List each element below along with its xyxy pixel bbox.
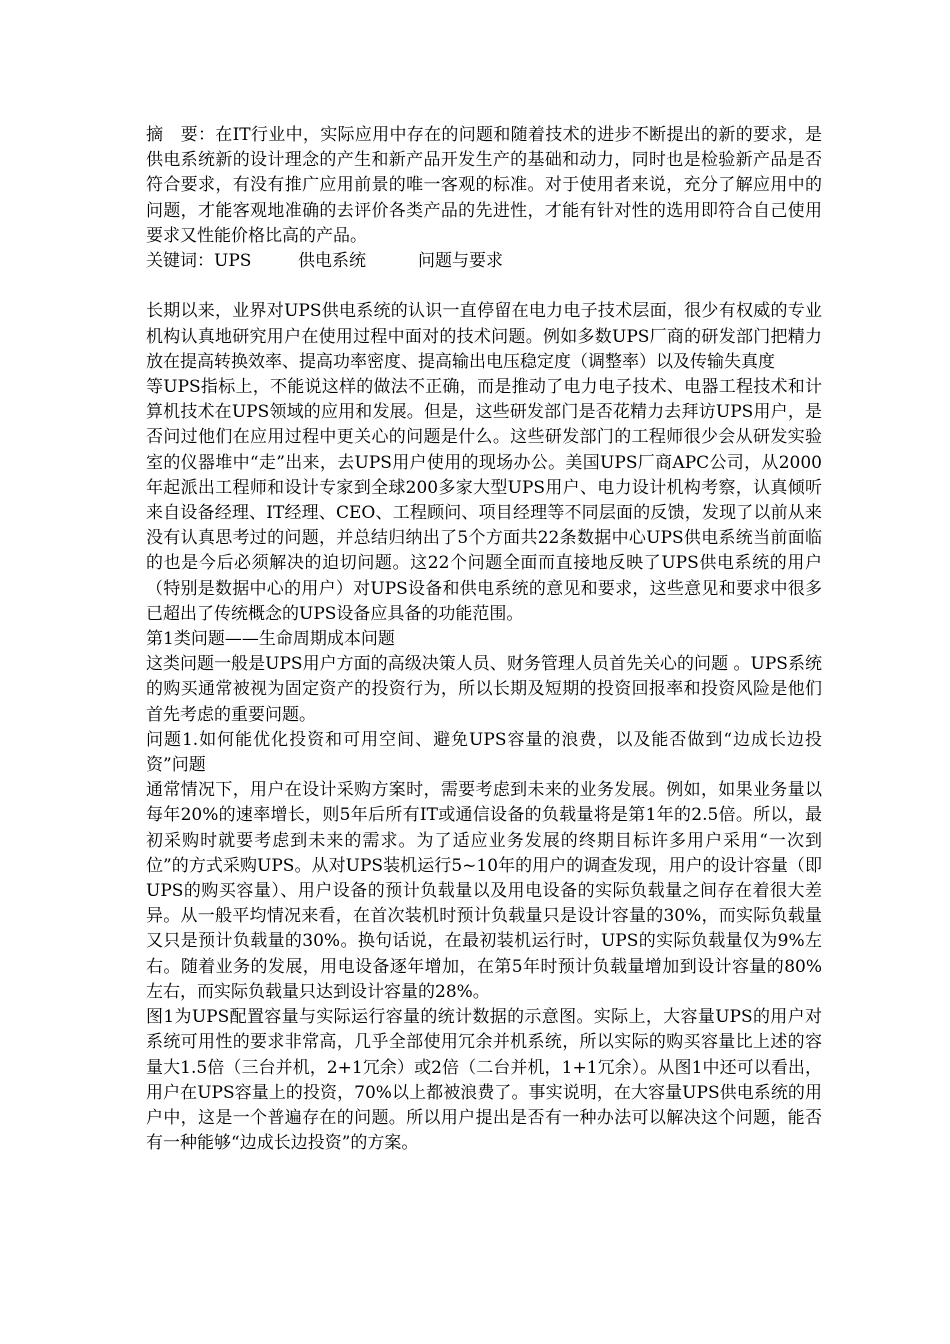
keywords-line — [146, 249, 822, 274]
blank-line — [146, 274, 822, 299]
body-paragraph: 通常情况下，用户在设计采购方案时，需要考虑到未来的业务发展。例如，如果业务量以每年20%的速率增长，则5年后所有IT或通信设备的负载量将是第1年的2.5倍。所以，最初采购时就要考虑到未来的需求。为了适应业务发展的终期目标许多用户采用“一次到位”的方式采购UPS。从对UPS装机运行5~10年的用户的调查发现，用户的设计容量（即UPS的购买容量）、用户设备的预计负载量以及用电设备的实际负载量之间存在着很大差异。从一般平均情况来看，在首次装机时预计负载量只是设计容量的30%，而实际负载量又只是预计负载量的30%。换句话说，在最初装机运行时，UPS的实际负载量仅为9%左右。随着业务的发展，用电设备逐年增加，在第5年时预计负载量增加到设计容量的80%左右，而实际负载量只达到设计容量的28%。 — [146, 780, 822, 1002]
keyword-item: 问题与要求 — [418, 251, 503, 272]
keyword-item: 供电系统 — [298, 251, 366, 272]
body-paragraph: 长期以来，业界对UPS供电系统的认识一直停留在电力电子技术层面，很少有权威的专业机构认真地研究用户在使用过程中面对的技术问题。例如多数UPS厂商的研发部门把精力放在提高转换效率、提高功率密度、提高输出电压稳定度（调整率）以及传输失真度 — [146, 301, 822, 372]
document-body — [146, 123, 822, 1156]
abstract-paragraph: 摘 要：在IT行业中，实际应用中存在的问题和随着技术的进步不断提出的新的要求，是供电系统新的设计理念的产生和新产品开发生产的基础和动力，同时也是检验新产品是否符合要求，有没有推广应用前景的唯一客观的标准。对于使用者来说，充分了解应用中的问题，才能客观地准确的去评价各类产品的先进性，才能有针对性的选用即符合自己使用要求又性能价格比高的产品。 — [146, 125, 822, 246]
keyword-item: UPS — [214, 251, 252, 272]
keywords-label: 关键词： — [146, 251, 214, 272]
question-heading: 问题1.如何能优化投资和可用空间、避免UPS容量的浪费，以及能否做到“边成长边投资”问题 — [146, 729, 822, 776]
body-paragraph: 图1为UPS配置容量与实际运行容量的统计数据的示意图。实际上，大容量UPS的用户对系统可用性的要求非常高，几乎全部使用冗余并机系统，所以实际的购买容量比上述的容量大1.5倍（三台并机，2+1冗余）或2倍（二台并机，1+1冗余）。从图1中还可以看出，用户在UPS容量上的投资，70%以上都被浪费了。事实说明，在大容量UPS供电系统的用户中，这是一个普遍存在的问题。所以用户提出是否有一种办法可以解决这个问题，能否有一种能够“边成长边投资”的方案。 — [146, 1007, 822, 1154]
body-paragraph: 等UPS指标上，不能说这样的做法不正确，而是推动了电力电子技术、电器工程技术和计算机技术在UPS领域的应用和发展。但是，这些研发部门是否花精力去拜访UPS用户，是否问过他们在应用过程中更关心的问题是什么。这些研发部门的工程师很少会从研发实验室的仪器堆中“走”出来，去UPS用户使用的现场办公。美国UPS厂商APC公司，从2000年起派出工程师和设计专家到全球200多家大型UPS用户、电力设计机构考察，认真倾听来自设备经理、IT经理、CEO、工程顾问、项目经理等不同层面的反馈，发现了以前从来没有认真思考过的问题，并总结归纳出了5个方面共22条数据中心UPS供电系统当前面临的也是今后必须解决的迫切问题。这22个问题全面而直接地反映了UPS供电系统的用户（特别是数据中心的用户）对UPS设备和供电系统的意见和要求，这些意见和要求中很多已超出了传统概念的UPS设备应具备的功能范围。 — [146, 377, 822, 624]
body-paragraph: 这类问题一般是UPS用户方面的高级决策人员、财务管理人员首先关心的问题 。UPS系统的购买通常被视为固定资产的投资行为，所以长期及短期的投资回报率和投资风险是他们首先考虑的重要问题。 — [146, 654, 822, 725]
section-heading: 第1类问题——生命周期成本问题 — [146, 629, 395, 650]
